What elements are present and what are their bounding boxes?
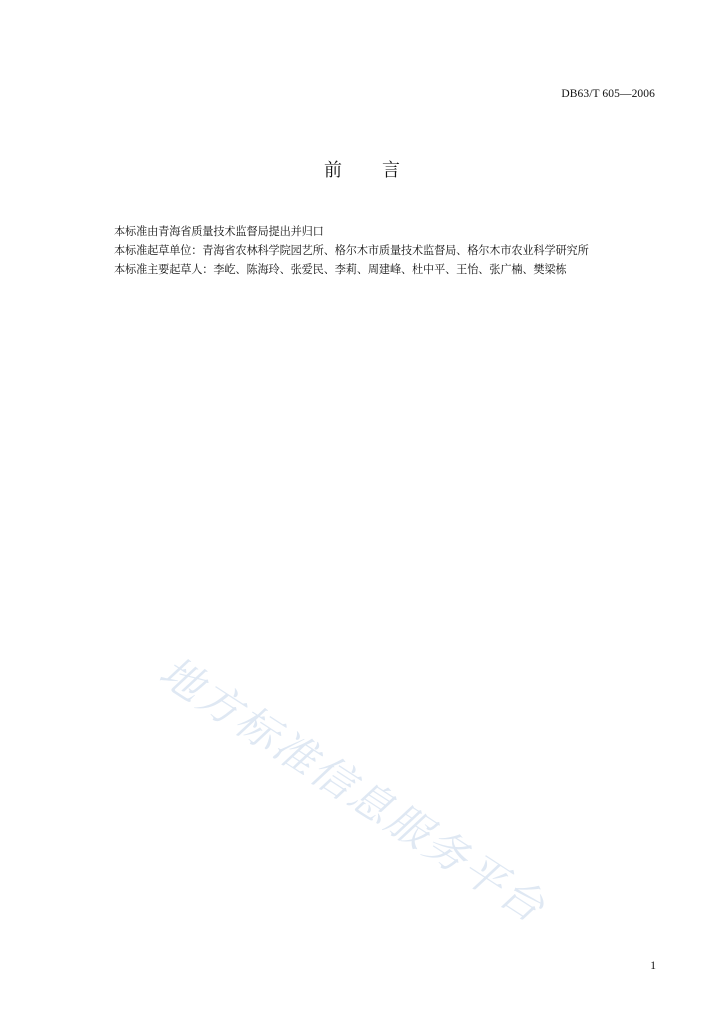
section-title (0, 156, 724, 182)
standard-code: DB63/T 605—2006 (561, 88, 655, 100)
foreword-body (114, 222, 674, 279)
foreword-line-proposer: 本标准由青海省质量技术监督局提出并归口 (114, 225, 324, 238)
foreword-line-drafters: 本标准主要起草人：李屹、陈海玲、张爱民、李莉、周建峰、杜中平、王怡、张广楠、樊梁栋 (114, 263, 567, 276)
watermark: 地方标准信息服务平台 (150, 646, 556, 933)
section-title-char-2: 言 (382, 160, 400, 181)
foreword-line-drafting-units: 本标准起草单位：青海省农林科学院园艺所、格尔木市质量技术监督局、格尔木市农业科学研究所 (114, 244, 589, 257)
page-number: 1 (650, 960, 656, 972)
section-title-char-1: 前 (324, 160, 342, 181)
